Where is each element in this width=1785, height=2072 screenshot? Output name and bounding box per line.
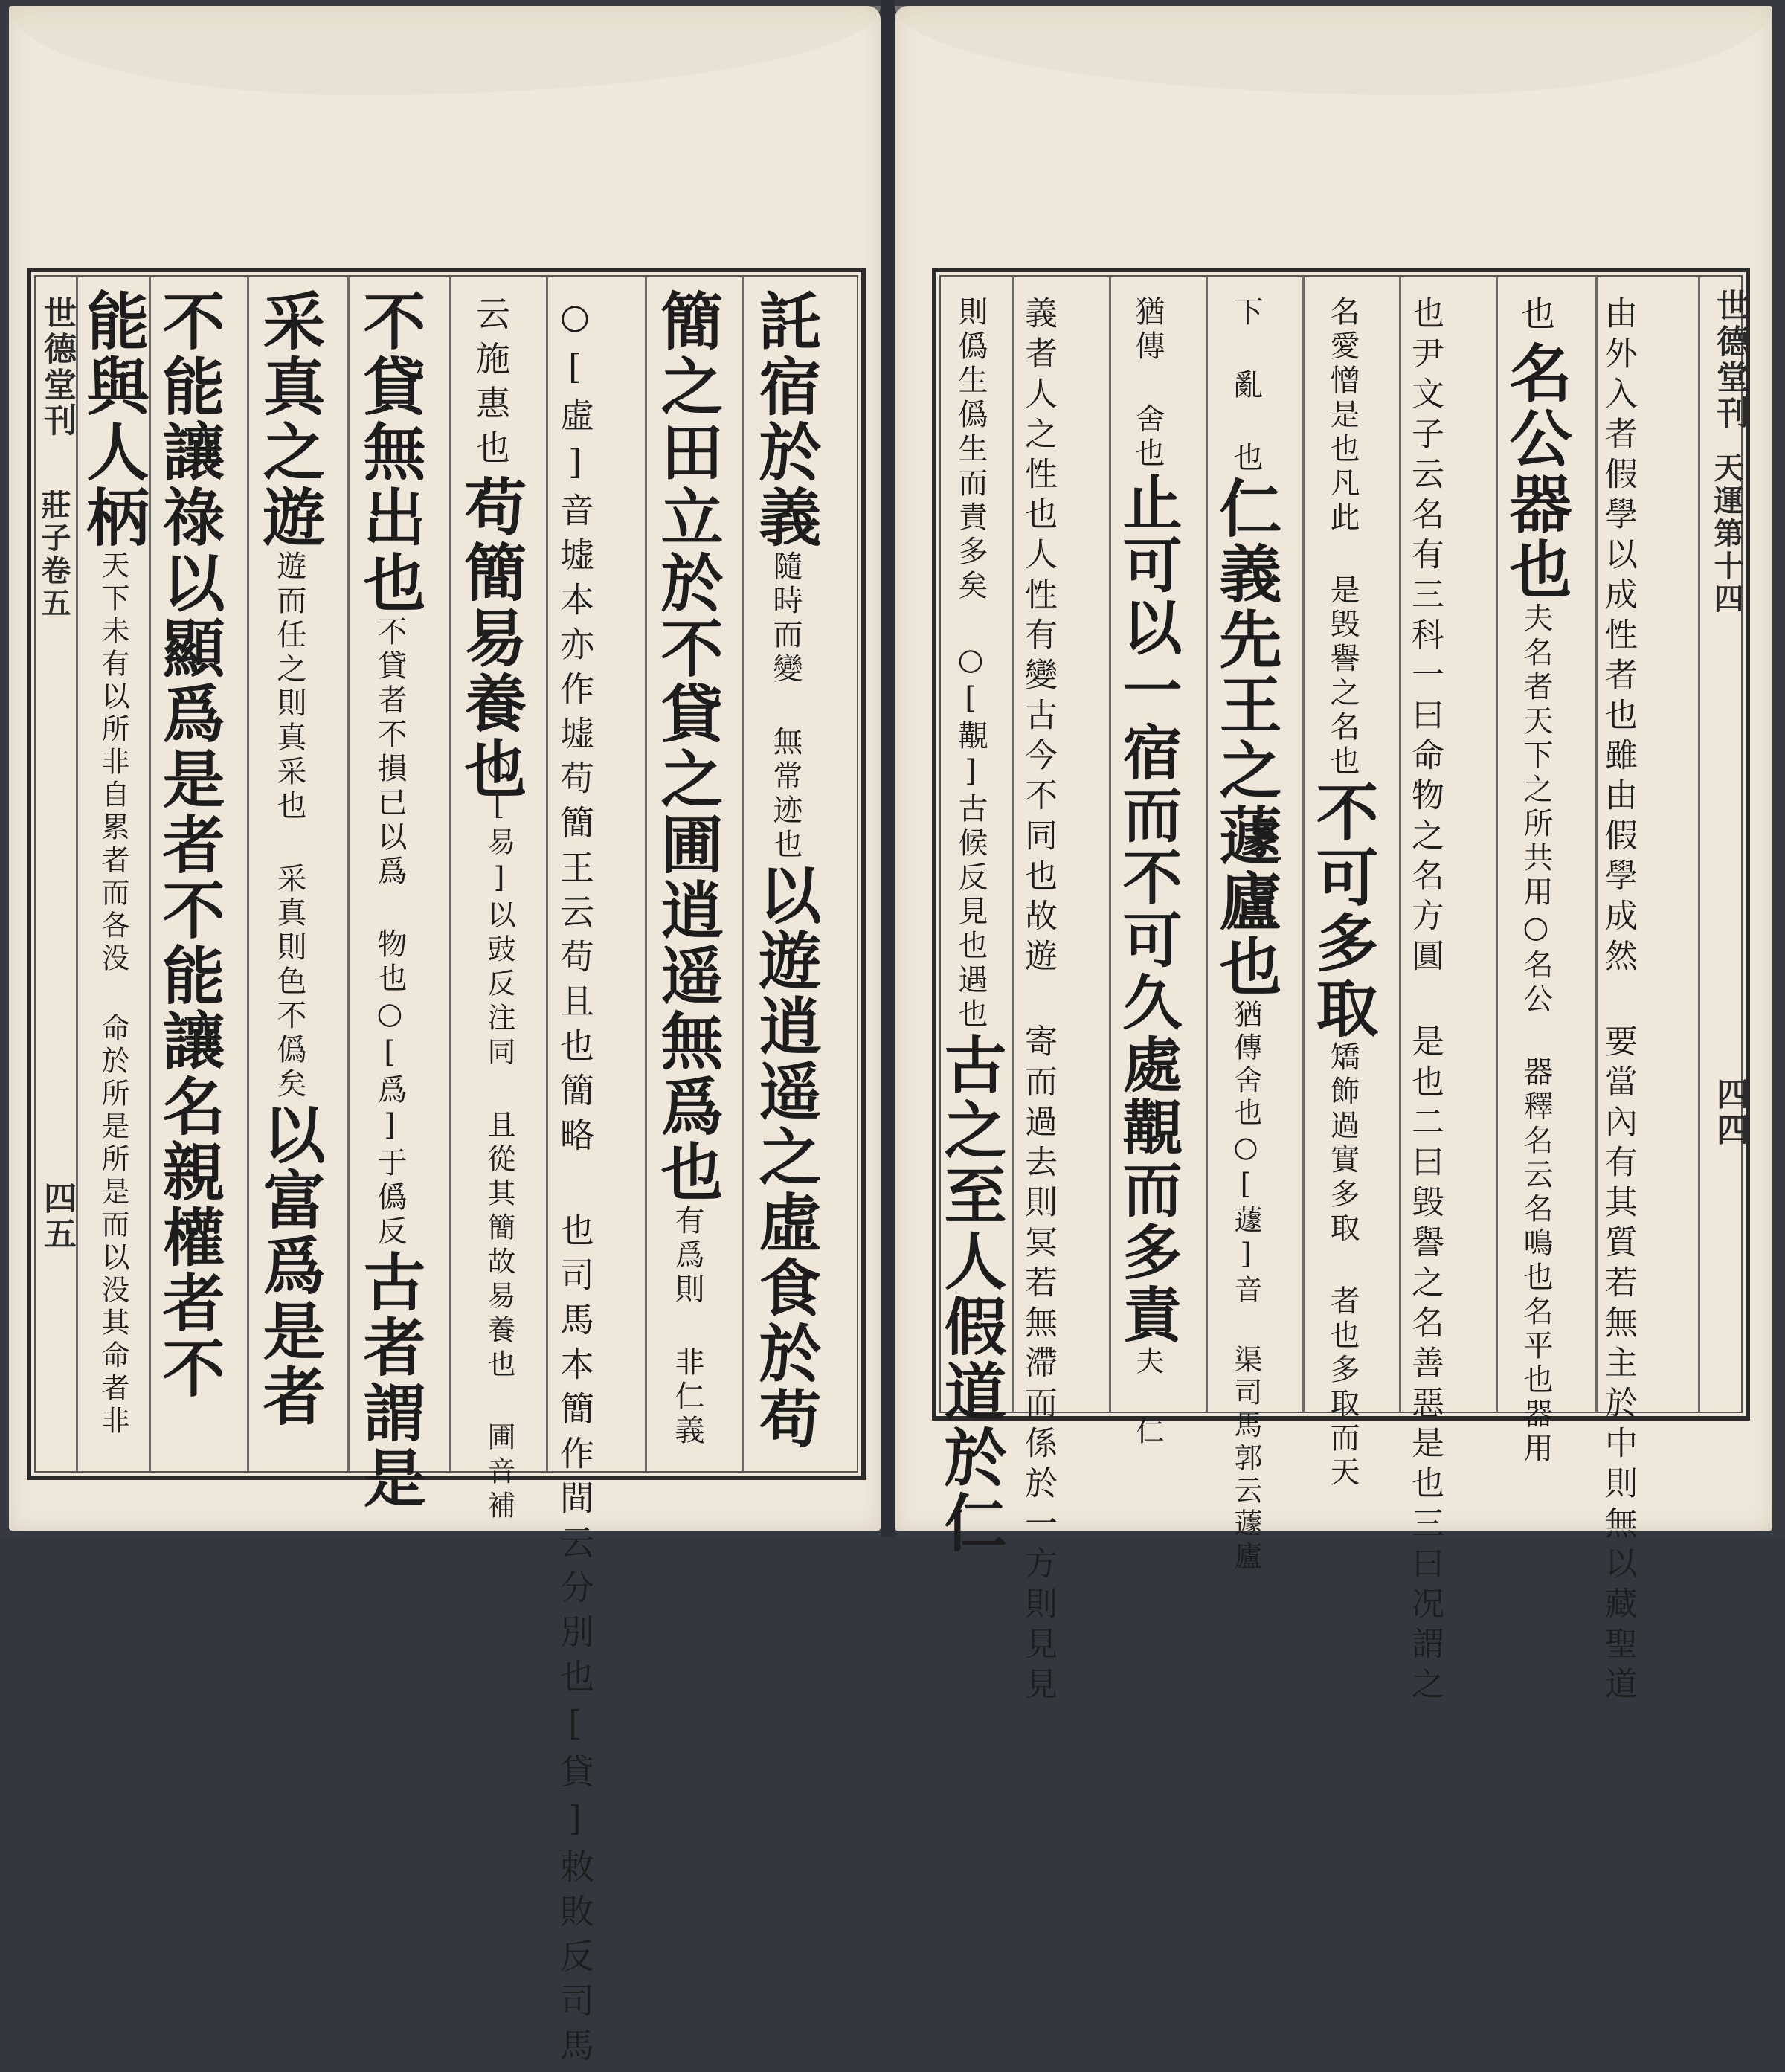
text-column-1: 由外入者假學以成性者也雖由假學成然 要當內有其質若無主於中則無以藏聖道: [1599, 296, 1637, 1707]
column-rule: [1399, 277, 1401, 1412]
text-column-7: 不能讓祿以顯爲是者不能讓名親權者不: [152, 289, 226, 1401]
main-text: 以富爲是者: [253, 1102, 327, 1429]
text-column-2: [1499, 296, 1573, 1467]
main-text: 仁義先王之蘧廬也: [1209, 476, 1283, 1000]
right-sidebar-page: 四四: [1711, 1077, 1749, 1148]
left-sidebar-page: 四五: [38, 1181, 76, 1252]
text-column-3: 也尹文子云名有三科一曰命物之名方圓 是也二曰毁譽之名善惡是也三曰况謂之: [1406, 296, 1444, 1707]
annotation: 則僞生僞生而責多矣 ○[覯]古候反見也遇也: [953, 296, 988, 1032]
column-rule: [247, 277, 249, 1471]
left-page: [9, 6, 881, 2072]
annotation: 也: [1516, 296, 1556, 341]
right-sidebar-mark: 天運第十四: [1709, 452, 1744, 616]
annotation: 云施惠也: [471, 296, 511, 474]
annotation: 夫 仁: [1131, 1346, 1164, 1449]
text-column-1: [749, 289, 823, 1452]
annotation-tail: ○[易]以豉反注同 且從其簡故易養也 圃音補: [483, 750, 515, 1525]
column-rule: [1206, 277, 1208, 1412]
annotation: 矯飾過實多取 者也多取而天: [1325, 1041, 1360, 1490]
annotation: 有爲則 非仁義: [670, 1205, 704, 1449]
text-column-5: [353, 289, 427, 1511]
book-spine: [881, 0, 895, 1537]
text-column-7: 義者人之性也人性有變古今不同也故遊 寄而過去則冥若無滯而係於一方則見見: [1019, 296, 1057, 1707]
annotation: 猶傳舍也○[蘧]音 渠司馬郭云蘧廬: [1229, 1000, 1262, 1574]
column-rule: [1109, 277, 1111, 1412]
main-text: 古之至人假道於仁: [934, 1032, 1008, 1556]
column-rule: [449, 277, 451, 1471]
annotation: 不貸者不損已以爲 物也○[爲]于僞反: [373, 616, 407, 1249]
annotation: 夫名者天下之所共用○名公 器釋名云名鳴也名平也器用: [1519, 602, 1553, 1467]
column-rule: [546, 277, 548, 1471]
column-rule: [1698, 277, 1700, 1412]
text-column-4: [1306, 296, 1380, 1490]
main-text: 苟簡易養也: [454, 474, 528, 802]
left-sidebar-title: 世德堂刊: [38, 296, 76, 439]
column-rule: [645, 277, 647, 1471]
column-rule: [1012, 277, 1014, 1412]
right-sidebar-title: 世德堂刊: [1711, 289, 1749, 431]
main-text: 不貸無出也: [353, 289, 427, 616]
main-text: 不可多取: [1306, 779, 1380, 1041]
text-column-6: [1113, 296, 1183, 1449]
text-column-5: [1209, 296, 1283, 1574]
main-text: 古者謂是: [353, 1249, 427, 1511]
text-column-6: [253, 289, 327, 1429]
worn-edge: [895, 6, 1772, 95]
worn-edge: [9, 6, 881, 95]
main-text: 能與人柄: [77, 289, 150, 550]
text-column-3: ○[虛]音墟本亦作墟苟簡王云苟且也簡略 也司馬本簡作間云分別也[貸]敕敗反司馬: [555, 296, 595, 2072]
main-text: 以遊逍遥之虛食於苟: [749, 863, 823, 1452]
text-column-2: [651, 289, 724, 1449]
right-page: [895, 6, 1772, 1707]
text-column-8: [934, 296, 1008, 1556]
annotation: 猶傳 舍也: [1130, 296, 1165, 472]
annotation: 隨時而變 無常迹也: [768, 550, 803, 863]
text-column-4: [454, 296, 528, 802]
main-text: 簡之田立於不貸之圃逍遥無爲也: [651, 289, 724, 1205]
annotation: 遊而任之則真采也 采真則色不僞矣: [272, 550, 306, 1102]
column-rule: [347, 277, 350, 1471]
left-sidebar-mark: 莊子卷五: [36, 489, 71, 620]
column-rule: [1595, 277, 1598, 1412]
annotation: 名愛憎是也凡此 是毁譽之名也: [1325, 296, 1360, 779]
main-text: 采真之遊: [253, 289, 327, 550]
annotation: 下 亂 也: [1229, 296, 1263, 476]
column-rule: [1302, 277, 1305, 1412]
main-text: 託宿於義: [749, 289, 823, 550]
main-text: 止可以一宿而不可久處覯而多責: [1113, 472, 1183, 1346]
text-column-8: [77, 289, 150, 1438]
main-text: 名公器也: [1499, 341, 1573, 602]
annotation: 天下未有以所非自累者而各没 命於所是所是而以没其命者非: [97, 550, 129, 1438]
column-rule: [1496, 277, 1498, 1412]
column-rule: [742, 277, 744, 1471]
